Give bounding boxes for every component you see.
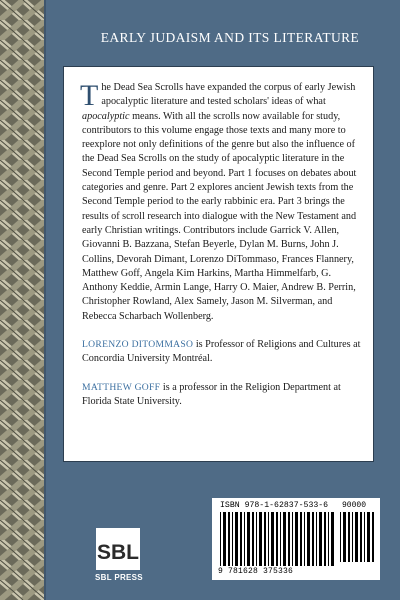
barcode-bar (295, 512, 298, 566)
blurb-emphasis: apocalyptic (82, 110, 130, 122)
isbn-barcode (212, 498, 380, 580)
barcode-bar (364, 512, 365, 562)
blurb-text-end: means. With all the scrolls now available for study, contributors to this volume engage those texts and many more to reexplore not only definitions of the genre but also the influence of the Dead Sea Scrolls on the study of apocalyptic literature in the Second Temple period and beyond. Part 1 focuses on debates about categories and genre. Part 2 explores ancient Jewish texts from the Second Temple period to the early rabbinic era. Part 3 brings the results of scroll research into dialogue with the New Testament and early Christian writings. Contributors include Garrick V. Allen, Giovanni B. Bazzana, Stefan Beyerle, Dylan M. Burns, John J. Collins, Devorah Dimant, Lorenzo DiTommaso, Frances Flannery, Matthew Goff, Angela Kim Harkins, Martha Himmelfarb, G. Anthony Keddie, Armin Lange, Harry O. Maier, Andrew B. Perrin, Christopher Rowland, Alex Samely, Jason M. Silverman, and Rebecca Scharbach Wollenberg. (82, 110, 357, 322)
editor-bio-text: is Professor of Religions and Cultures at Concordia University Montréal. (82, 339, 361, 365)
description-panel (63, 66, 374, 462)
barcode-bar (316, 512, 317, 566)
barcode-bar (276, 512, 278, 566)
isbn-label: ISBN 978-1-62837-533-6 (220, 501, 329, 510)
barcode-bar (304, 512, 305, 566)
barcode-bar (343, 512, 346, 562)
barcode-bar (283, 512, 286, 566)
barcode-bar (360, 512, 362, 562)
barcode-bar (268, 512, 269, 566)
braided-border-ornament (0, 0, 46, 600)
barcode-addon-bars (340, 512, 376, 562)
barcode-bar (312, 512, 314, 566)
barcode-bar (331, 512, 334, 566)
sbl-logo (96, 528, 140, 570)
barcode-bar (367, 512, 370, 562)
editor-bio-goff (82, 381, 363, 410)
barcode-bar (340, 512, 341, 562)
barcode-bar (223, 512, 226, 566)
barcode-bar (328, 512, 329, 566)
editor-name: MATTHEW GOFF (82, 381, 161, 393)
barcode-bars (220, 512, 336, 566)
barcode-bar (235, 512, 238, 566)
barcode-bar (256, 512, 257, 566)
editor-bio-ditommaso (82, 338, 363, 367)
blurb-text-start: he Dead Sea Scrolls have expanded the corpus of early Jewish apocalyptic literature and tested scholars' ideas of what (101, 82, 356, 108)
editor-bio-text: is a professor in the Religion Department at Florida State University. (82, 381, 341, 407)
barcode-bar (292, 512, 293, 566)
barcode-bar (264, 512, 266, 566)
barcode-bar (252, 512, 254, 566)
barcode-bar (372, 512, 374, 562)
sbl-logo-text: SBL (97, 541, 139, 564)
publisher-name: SBL PRESS (95, 573, 143, 582)
editor-name: LORENZO DITOMMASO (82, 339, 194, 351)
barcode-bar (240, 512, 242, 566)
barcode-bar (288, 512, 290, 566)
barcode-bar (247, 512, 250, 566)
barcode-bar (352, 512, 353, 562)
barcode-bar (232, 512, 233, 566)
series-title: EARLY JUDAISM AND ITS LITERATURE (100, 30, 360, 45)
barcode-addon-number: 90000 (342, 501, 367, 510)
barcode-bar (307, 512, 310, 566)
barcode-bar (228, 512, 230, 566)
barcode-bar (271, 512, 274, 566)
barcode-digits: 9 781628 375336 (218, 567, 294, 576)
barcode-bar (280, 512, 281, 566)
book-blurb (82, 81, 363, 324)
barcode-bar (220, 512, 221, 566)
barcode-bar (355, 512, 358, 562)
drop-cap: T (80, 79, 99, 112)
barcode-bar (348, 512, 350, 562)
barcode-bar (319, 512, 322, 566)
barcode-bar (300, 512, 302, 566)
barcode-bar (324, 512, 326, 566)
barcode-bar (244, 512, 245, 566)
barcode-bar (259, 512, 262, 566)
